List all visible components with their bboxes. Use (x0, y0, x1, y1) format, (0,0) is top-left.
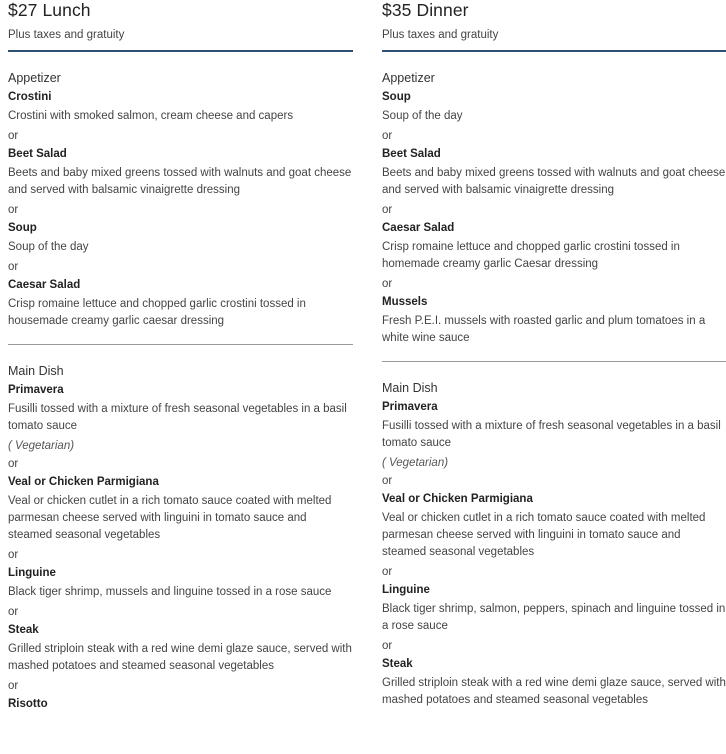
or-separator: or (382, 278, 393, 290)
menu-section (382, 52, 726, 362)
dinner-menu (382, 0, 726, 709)
dish-description: Black tiger shrimp, salmon, peppers, spinach and linguine tossed in a rose sauce (382, 603, 726, 632)
dish-description: Fresh P.E.I. mussels with roasted garlic and plum tomatoes in a white wine sauce (382, 315, 706, 344)
dish-name: Beet Salad (8, 148, 67, 160)
lunch-menu (8, 0, 353, 711)
dish-name: Veal or Chicken Parmigiana (8, 476, 159, 488)
dish-name: Steak (8, 624, 39, 636)
or-separator: or (8, 130, 19, 142)
dish-description: Crisp romaine lettuce and chopped garlic crostini tossed in homemade creamy garlic Caesar dressing (382, 241, 680, 270)
dish-note: ( Vegetarian) (8, 440, 75, 452)
dish-name: Linguine (382, 584, 430, 596)
dish-description: Veal or chicken cutlet in a rich tomato sauce coated with melted parmesan cheese served with linguini in tomato sauce and steamed seasonal vegetables (8, 495, 332, 541)
dish-name: Veal or Chicken Parmigiana (382, 493, 533, 505)
dish-description: Crostini with smoked salmon, cream cheese and capers (8, 110, 294, 122)
dish-name: Mussels (382, 296, 428, 308)
dinner-sections (382, 52, 726, 709)
dish-description: Grilled striploin steak with a red wine demi glaze sauce, served with mashed potatoes and steamed seasonal vegetables (382, 677, 726, 706)
dish-name: Crostini (8, 91, 52, 103)
section-title: Main Dish (382, 381, 438, 395)
lunch-sections (8, 52, 353, 711)
dish-name: Linguine (8, 567, 56, 579)
or-separator: or (8, 606, 19, 618)
dish-description: Soup of the day (382, 110, 463, 122)
dinner-subtitle: Plus taxes and gratuity (382, 29, 499, 41)
or-separator: or (8, 204, 19, 216)
menu-section (8, 345, 353, 711)
dish-name: Risotto (8, 698, 48, 710)
dish-description: Grilled striploin steak with a red wine demi glaze sauce, served with mashed potatoes and steamed seasonal vegetables (8, 643, 352, 672)
or-separator: or (8, 680, 19, 692)
or-separator: or (382, 204, 393, 216)
dish-description: Veal or chicken cutlet in a rich tomato sauce coated with melted parmesan cheese served with linguini in tomato sauce and steamed seasonal vegetables (382, 512, 706, 558)
or-separator: or (382, 475, 393, 487)
lunch-title: $27 Lunch (8, 0, 91, 20)
section-title: Appetizer (8, 71, 61, 85)
dish-note: ( Vegetarian) (382, 457, 449, 469)
dish-name: Soup (8, 222, 37, 234)
or-separator: or (382, 640, 393, 652)
dish-description: Black tiger shrimp, mussels and linguine tossed in a rose sauce (8, 586, 332, 598)
or-separator: or (8, 458, 19, 470)
menu-section (382, 362, 726, 709)
dish-name: Primavera (382, 401, 438, 413)
dish-name: Caesar Salad (8, 279, 81, 291)
dish-description: Fusilli tossed with a mixture of fresh seasonal vegetables in a basil tomato sauce (8, 403, 347, 432)
lunch-subtitle: Plus taxes and gratuity (8, 29, 125, 41)
dish-name: Caesar Salad (382, 222, 455, 234)
dish-description: Beets and baby mixed greens tossed with walnuts and goat cheese and served with balsamic vinaigrette dressing (382, 167, 726, 196)
or-separator: or (382, 130, 393, 142)
dish-name: Beet Salad (382, 148, 441, 160)
dish-description: Fusilli tossed with a mixture of fresh seasonal vegetables in a basil tomato sauce (382, 420, 721, 449)
section-title: Appetizer (382, 71, 435, 85)
menu-section (8, 52, 353, 345)
dish-description: Crisp romaine lettuce and chopped garlic crostini tossed in housemade creamy garlic caesar dressing (8, 298, 306, 327)
section-title: Main Dish (8, 364, 64, 378)
or-separator: or (382, 566, 393, 578)
or-separator: or (8, 549, 19, 561)
dinner-title: $35 Dinner (382, 0, 469, 20)
dish-name: Steak (382, 658, 413, 670)
dish-name: Primavera (8, 384, 64, 396)
or-separator: or (8, 261, 19, 273)
dish-description: Beets and baby mixed greens tossed with walnuts and goat cheese and served with balsamic vinaigrette dressing (8, 167, 352, 196)
dish-description: Soup of the day (8, 241, 89, 253)
dish-name: Soup (382, 91, 411, 103)
